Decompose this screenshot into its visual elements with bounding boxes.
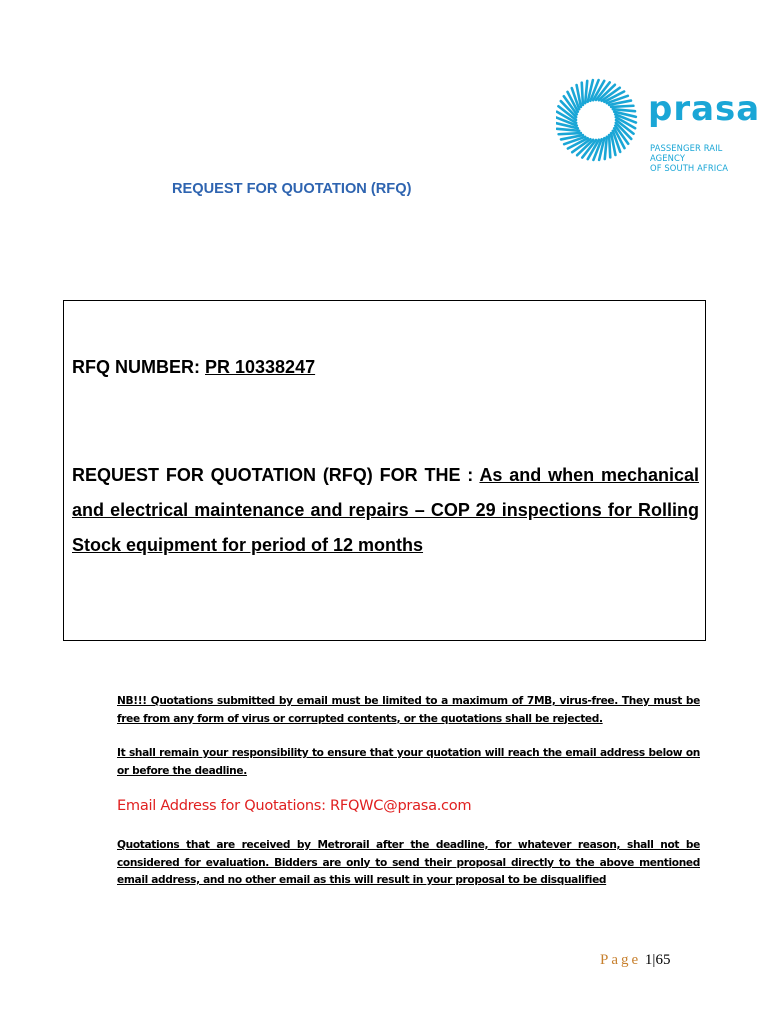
page-word: Page [600, 952, 642, 968]
sunburst-ray [609, 135, 610, 157]
logo-subtitle-line1: PASSENGER RAIL AGENCY [650, 143, 723, 163]
rfq-box [63, 300, 706, 641]
sunburst-ray [582, 83, 583, 105]
rfq-number-value: PR 10338247 [205, 357, 316, 377]
total-pages: 65 [655, 952, 671, 968]
rfq-number-label: RFQ NUMBER: [72, 357, 205, 377]
email-address-line: Email Address for Quotations: RFQWC@prasa.com [117, 797, 472, 814]
rfq-number [72, 357, 315, 378]
logo-brand-text: prasa [648, 89, 761, 129]
page-number: 1 [644, 952, 653, 968]
rfq-desc-prefix: REQUEST FOR QUOTATION (RFQ) FOR THE : [72, 465, 480, 485]
logo-subtitle-line2: OF SOUTH AFRICA [650, 163, 729, 173]
prasa-logo [556, 70, 761, 173]
nb-note: NB!!! Quotations submitted by email must be limited to a maximum of 7MB, virus-free. They must be free from any form of virus or corrupted contents, or the quotations shall be rejected. [117, 695, 700, 725]
logo-subtitle [650, 143, 756, 173]
document-title: REQUEST FOR QUOTATION (RFQ) [172, 181, 412, 197]
page-separator: | [652, 952, 656, 968]
rfq-desc-subject: As and when mechanical and electrical maintenance and repairs – COP 29 inspections for Rolling Stock equipment for period of 12 months [72, 465, 699, 555]
rfq-description [72, 458, 699, 563]
prasa-sunburst-icon [556, 70, 640, 170]
page-footer [600, 952, 670, 969]
sunburst-ray [611, 106, 633, 107]
deadline-note: Quotations that are received by Metrorail after the deadline, for whatever reason, shall not be considered for evaluation. Bidders are only to send their proposal directly to the above mentioned email address, and no other email as this will result in your proposal to be disqualified [117, 839, 700, 886]
sunburst-ray [559, 133, 581, 134]
responsibility-note: It shall remain your responsibility to ensure that your quotation will reach the email address below on or before the deadline. [117, 747, 700, 777]
